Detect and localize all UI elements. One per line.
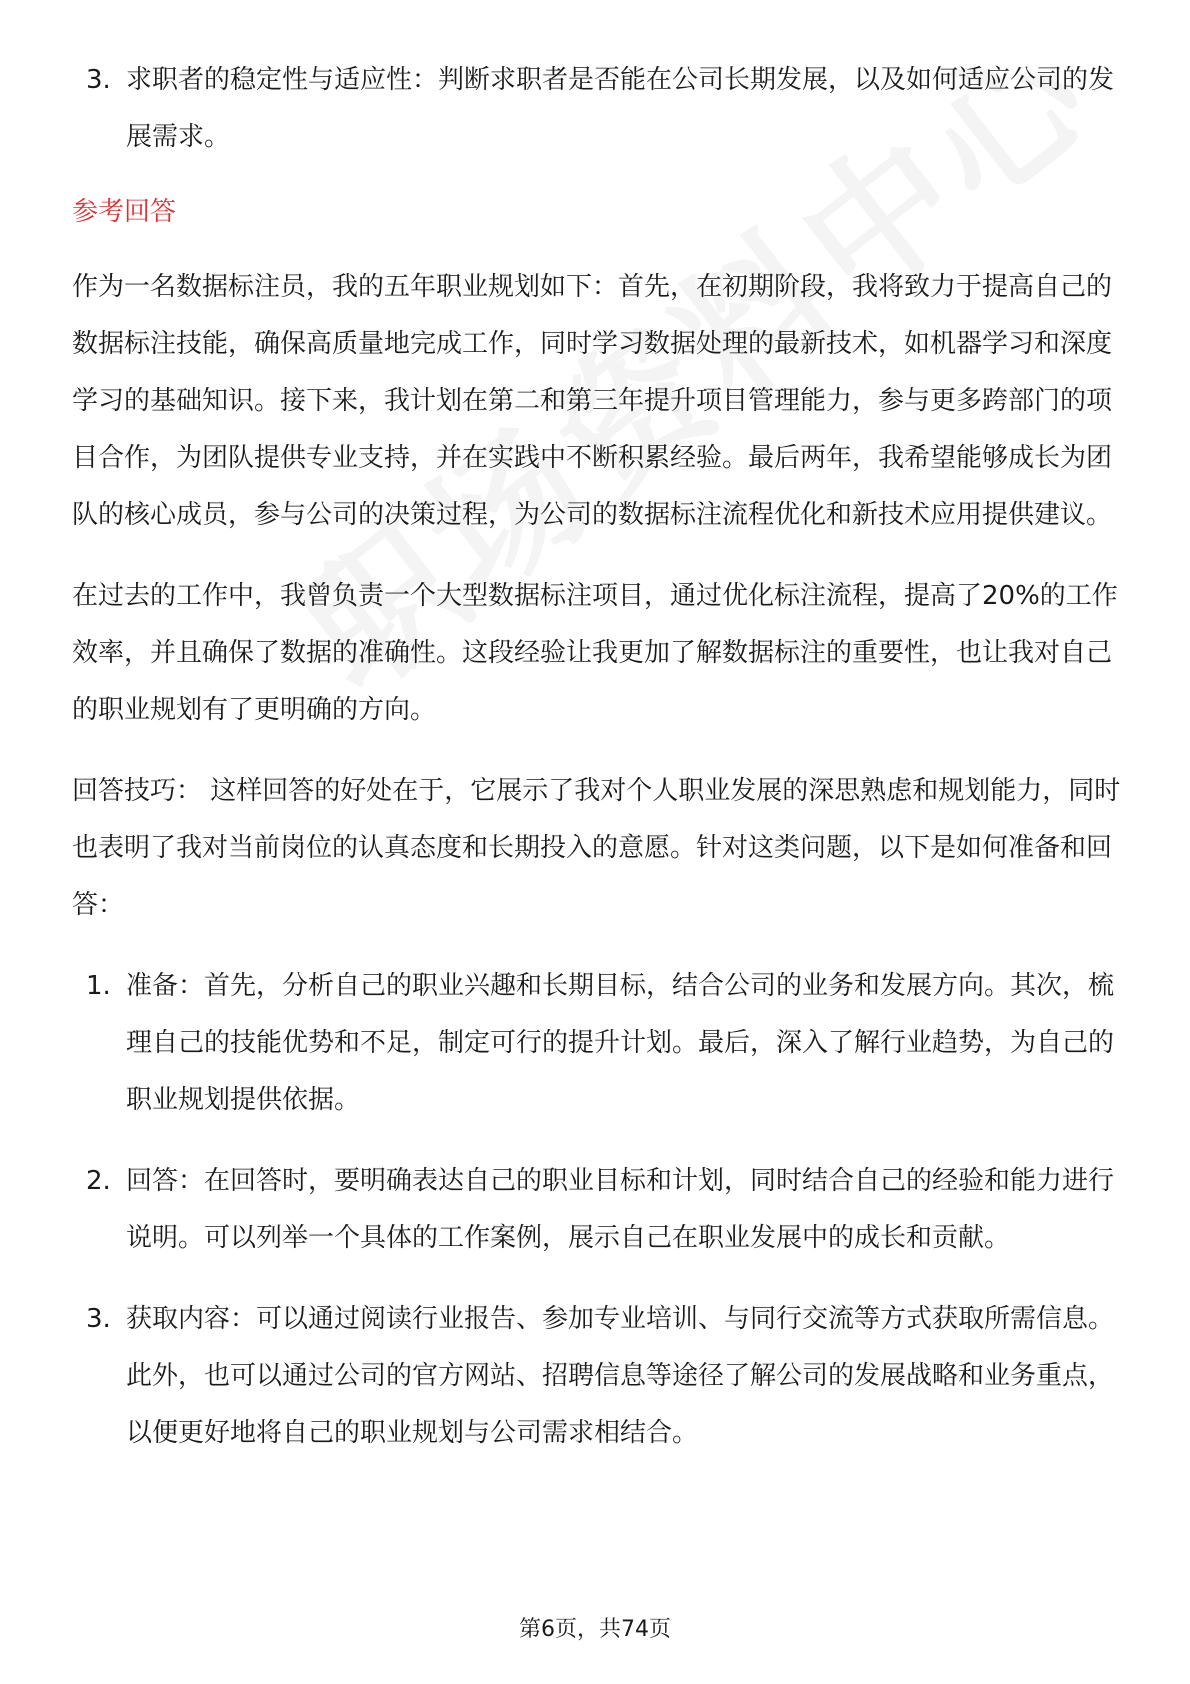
- list-text: 准备：首先，分析自己的职业兴趣和长期目标，结合公司的业务和发展方向。其次，梳理自己的技能优势和不足，制定可行的提升计划。最后，深入了解行业趋势，为自己的职业规划提供依据。: [126, 971, 1115, 1115]
- page-footer: 第6页，共74页: [519, 1617, 671, 1642]
- section-heading: 参考回答: [72, 197, 177, 227]
- list-number: 3.: [86, 1304, 111, 1334]
- list-item: [72, 52, 1122, 166]
- list-text: 回答：在回答时，要明确表达自己的职业目标和计划，同时结合自己的经验和能力进行说明。可以列举一个具体的工作案例，展示自己在职业发展中的成长和贡献。: [126, 1166, 1115, 1253]
- list-number: 2.: [86, 1166, 111, 1196]
- list-text: 获取内容：可以通过阅读行业报告、参加专业培训、与同行交流等方式获取所需信息。此外，也可以通过公司的官方网站、招聘信息等途径了解公司的发展战略和业务重点，以便更好地将自己的职业规划与公司需求相结合。: [126, 1304, 1115, 1448]
- page-content: [72, 52, 1122, 1462]
- list-item: [72, 958, 1122, 1129]
- list-item: [72, 1291, 1122, 1462]
- paragraph-plan: 作为一名数据标注员，我的五年职业规划如下：首先，在初期阶段，我将致力于提高自己的数据标注技能，确保高质量地完成工作，同时学习数据处理的最新技术，如机器学习和深度学习的基础知识。接下来，我计划在第二和第三年提升项目管理能力，参与更多跨部门的项目合作，为团队提供专业支持，并在实践中不断积累经验。最后两年，我希望能够成长为团队的核心成员，参与公司的决策过程，为公司的数据标注流程优化和新技术应用提供建议。: [72, 272, 1113, 530]
- list-text: 求职者的稳定性与适应性：判断求职者是否能在公司长期发展，以及如何适应公司的发展需求。: [126, 65, 1115, 152]
- list-item: [72, 1153, 1122, 1267]
- list-number: 1.: [86, 971, 111, 1001]
- paragraph-experience: 在过去的工作中，我曾负责一个大型数据标注项目，通过优化标注流程，提高了20%的工作效率，并且确保了数据的准确性。这段经验让我更加了解数据标注的重要性，也让我对自己的职业规划有了更明确的方向。: [72, 581, 1118, 725]
- paragraph-tips-intro: 回答技巧： 这样回答的好处在于，它展示了我对个人职业发展的深思熟虑和规划能力，同时也表明了我对当前岗位的认真态度和长期投入的意愿。针对这类问题，以下是如何准备和回答：: [72, 776, 1121, 920]
- list-number: 3.: [86, 65, 111, 95]
